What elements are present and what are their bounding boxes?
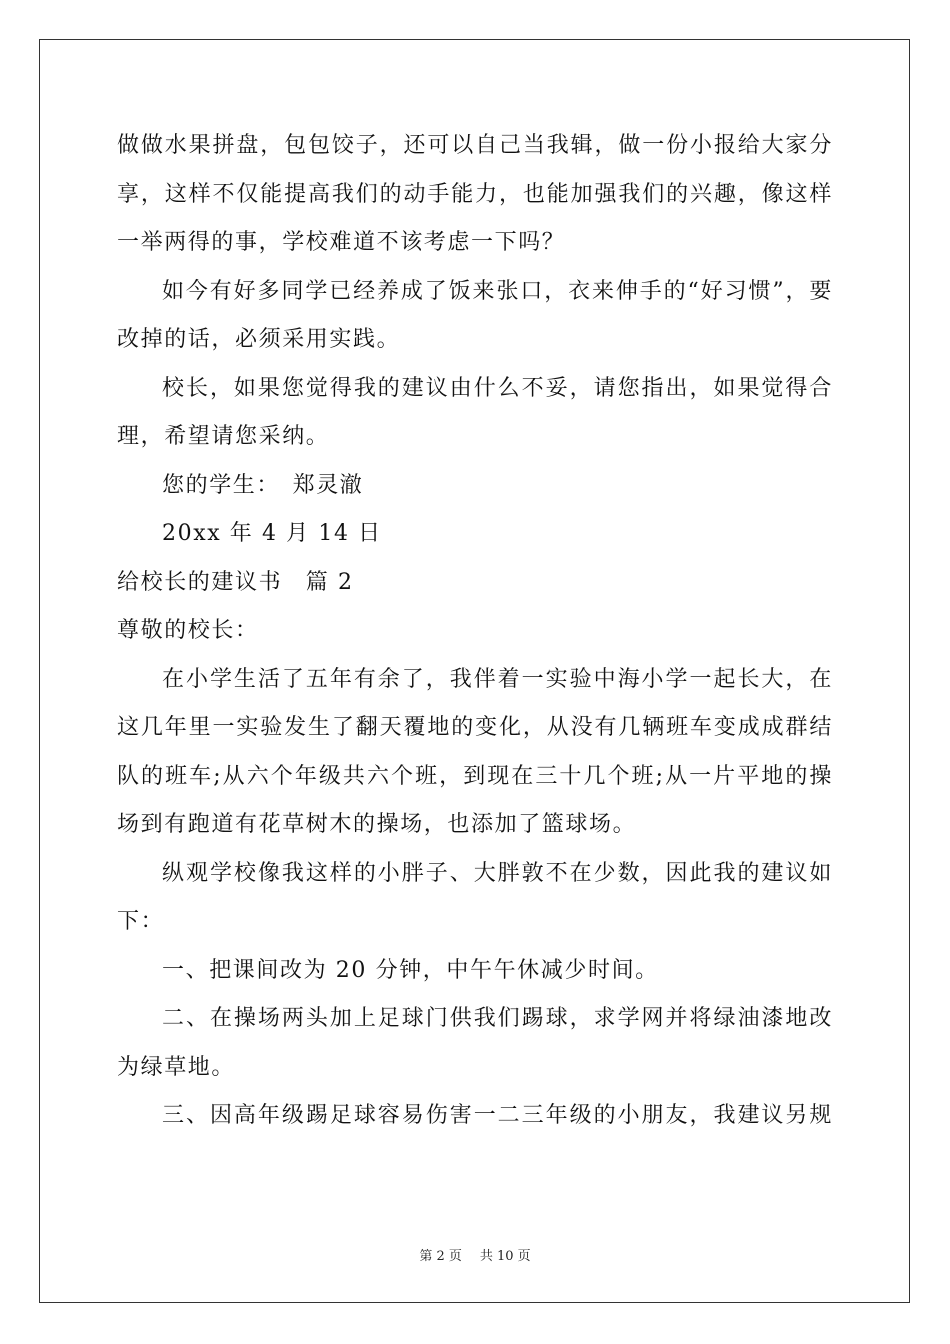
page-number: 第 2 页 [419, 1249, 462, 1264]
document-body [117, 122, 833, 1141]
section-heading: 给校长的建议书 篇 2 [117, 569, 354, 595]
paragraph-1: 做做水果拼盘，包包饺子，还可以自己当我辑，做一份小报给大家分享，这样不仅能提高我们的动手能力，也能加强我们的兴趣，像这样一举两得的事，学校难道不该考虑一下吗？ [117, 133, 833, 255]
paragraph-3: 校长，如果您觉得我的建议由什么不妥，请您指出，如果觉得合理，希望请您采纳。 [117, 375, 833, 449]
paragraph-2: 如今有好多同学已经养成了饭来张口，衣来伸手的“好习惯”，要改掉的话，必须采用实践。 [117, 278, 833, 352]
page-footer [0, 1245, 950, 1264]
date-line: 20xx 年 4 月 14 日 [162, 521, 382, 546]
suggestion-3: 三、因高年级踢足球容易伤害一二三年级的小朋友，我建议另规 [162, 1103, 833, 1128]
signature-line: 您的学生： 郑灵澈 [162, 472, 364, 498]
suggestion-1: 一、把课间改为 20 分钟，中午午休减少时间。 [162, 957, 659, 983]
suggestion-2: 二、在操场两头加上足球门供我们踢球，求学网并将绿油漆地改为绿草地。 [117, 1006, 833, 1080]
paragraph-4: 在小学生活了五年有余了，我伴着一实验中海小学一起长大，在这几年里一实验发生了翻天覆地的变化，从没有几辆班车变成成群结队的班车;从六个年级共六个班，到现在三十几个班;从一片平地的操场到有跑道有花草树木的操场，也添加了篮球场。 [117, 666, 833, 837]
salutation: 尊敬的校长： [117, 618, 259, 643]
page-total: 共 10 页 [479, 1249, 531, 1264]
paragraph-5: 纵观学校像我这样的小胖子、大胖敦不在少数，因此我的建议如下： [117, 860, 833, 934]
